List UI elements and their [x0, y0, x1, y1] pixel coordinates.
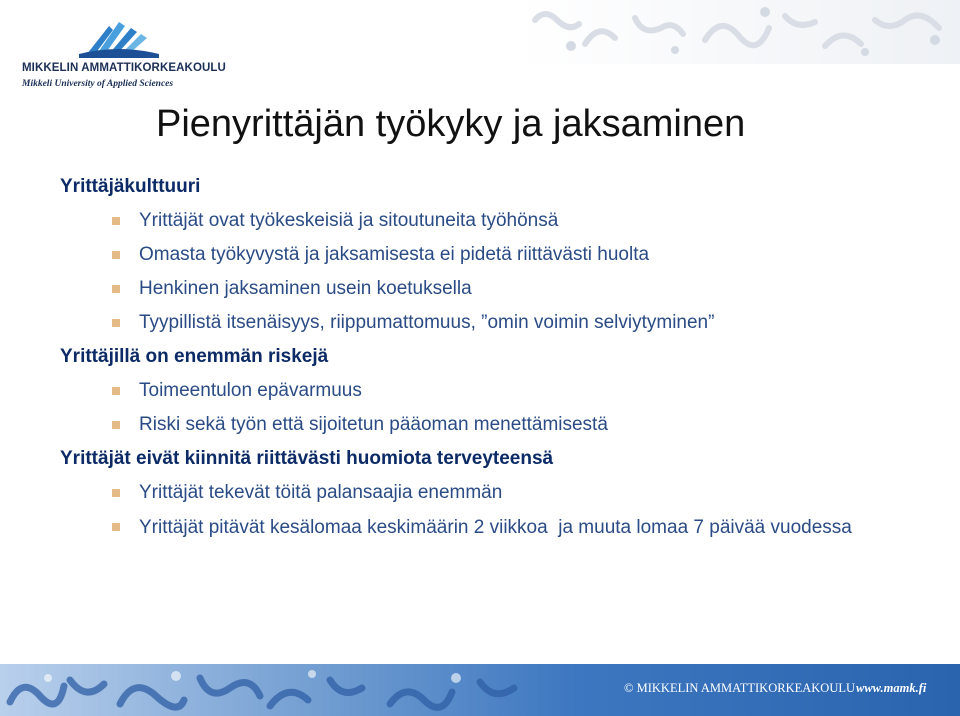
footer-band: [0, 664, 960, 716]
bullet-text: Yrittäjät tekevät töitä palansaajia enemmän: [139, 482, 503, 503]
bullet-square-icon: [112, 217, 120, 225]
section-heading: Yrittäjät eivät kiinnitä riittävästi huomiota terveyteensä: [60, 448, 554, 469]
bullet-text: Toimeentulon epävarmuus: [139, 380, 362, 401]
bullet-square-icon: [112, 319, 120, 327]
bullet-item: [60, 308, 940, 342]
bullet-square-icon: [112, 523, 120, 531]
header-decoration: [515, 0, 960, 64]
bullet-text: Omasta työkyvystä ja jaksamisesta ei pidetä riittävästi huolta: [139, 244, 650, 265]
section-heading: Yrittäjillä on enemmän riskejä: [60, 346, 329, 367]
bullet-item: [60, 410, 940, 444]
bullet-square-icon: [112, 251, 120, 259]
logo-subtitle: Mikkeli University of Applied Sciences: [22, 79, 174, 89]
bullet-square-icon: [112, 387, 120, 395]
bullet-square-icon: [112, 421, 120, 429]
footer-url[interactable]: www.mamk.fi: [856, 681, 927, 695]
bullet-item: [60, 376, 940, 410]
bullet-square-icon: [112, 489, 120, 497]
section-heading: Yrittäjäkulttuuri: [60, 176, 201, 197]
slide-content: [60, 172, 940, 548]
slide-title: Pienyrittäjän työkyky ja jaksaminen: [156, 103, 746, 145]
bullet-item: [60, 206, 940, 240]
bullet-text: Riski sekä työn että sijoitetun pääoman menettämisestä: [139, 414, 608, 435]
bullet-text: Yrittäjät pitävät kesälomaa keskimäärin 2 viikkoa ja muuta lomaa 7 päivää vuodessa: [139, 517, 852, 538]
bullet-text: Yrittäjät ovat työkeskeisiä ja sitoutuneita työhönsä: [139, 210, 559, 231]
bullet-text: Tyypillistä itsenäisyys, riippumattomuus, ”omin voimin selviytyminen”: [139, 312, 715, 333]
footer-decoration: [0, 664, 600, 716]
footer-copyright: © MIKKELIN AMMATTIKORKEAKOULU: [624, 681, 856, 695]
logo-wave-icon: [79, 18, 159, 58]
bullet-text: Henkinen jaksaminen usein koetuksella: [139, 278, 472, 299]
bullet-item: [60, 274, 940, 308]
university-logo: [22, 18, 226, 98]
bullet-item: [60, 478, 940, 512]
bullet-item: [60, 512, 859, 548]
bullet-item: [60, 240, 940, 274]
logo-name: MIKKELIN AMMATTIKORKEAKOULU: [22, 62, 226, 74]
bullet-square-icon: [112, 285, 120, 293]
